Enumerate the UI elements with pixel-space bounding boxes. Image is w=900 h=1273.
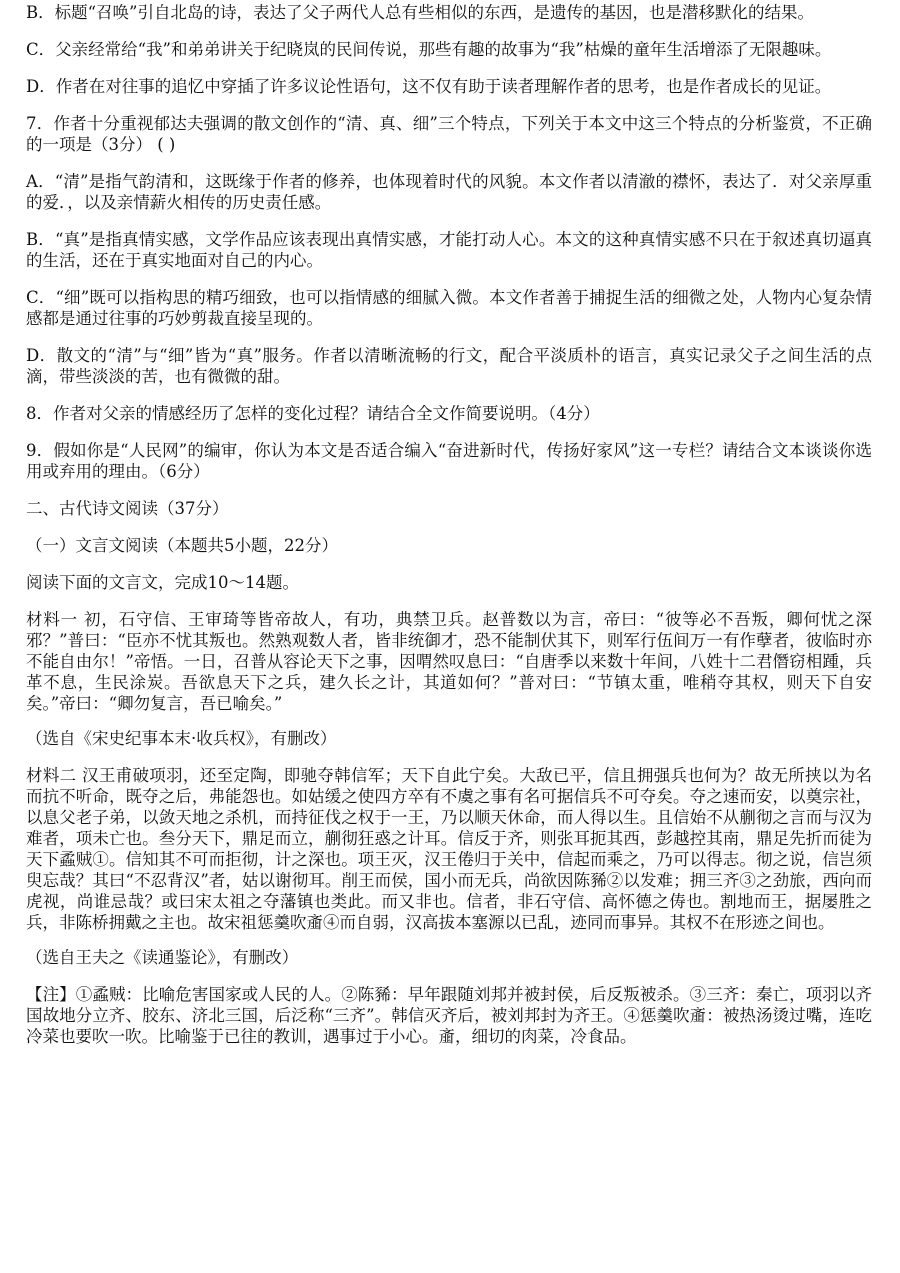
option-7a: A．“清”是指气韵清和，这既缘于作者的修养，也体现着时代的风貌。本文作者以清澈的襟怀，表达了．对父亲厚重的爱．，以及亲情薪火相传的历史责任感。 — [26, 172, 872, 212]
option-6c: C．父亲经常给“我”和弟弟讲关于纪晓岚的民间传说，那些有趣的故事为“我”枯燥的童年生活增添了无限趣味。 — [26, 40, 832, 59]
subsection-heading-wenyanwen: （一）文言文阅读（本题共5小题，22分） — [26, 536, 338, 555]
section-heading-classical: 二、古代诗文阅读（37分） — [26, 499, 229, 518]
reading-instruction: 阅读下面的文言文，完成10～14题。 — [26, 573, 299, 592]
material-two-source: （选自王夫之《读通鉴论》，有删改） — [26, 948, 299, 967]
material-one: 材料一 初，石守信、王审琦等皆帝故人，有功，典禁卫兵。赵普数以为言，帝曰：“彼等必不吾叛，卿何忧之深邪？”普曰：“臣亦不忧其叛也。然熟观数人者，皆非统御才，恐不能制伏其下，则军行伍间万一有作孽者，彼临时亦不能自由尔！”帝悟。一日，召普从容论天下之事，因喟然叹息曰：“自唐季以来数十年间，八姓十二君僭窃相踵，兵革不息，生民涂炭。吾欲息天下之兵，建久长之计，其道如何？”普对曰：“节镇太重，唯稍夺其权，则天下自安矣。”帝曰：“卿勿复言，吾已喻矣。” — [26, 610, 872, 713]
annotations: 【注】①蟊贼：比喻危害国家或人民的人。②陈豨：早年跟随刘邦并被封侯，后反叛被杀。③三齐：秦亡，项羽以齐国故地分立齐、胶东、济北三国，后泛称“三齐”。韩信灭齐后，被刘邦封为齐王。④惩羹吹齑：被热汤烫过嘴，连吃冷菜也要吹一吹。比喻鉴于已往的教训，遇事过于小心。齑，细切的肉菜，冷食品。 — [26, 985, 872, 1046]
question-8: 8．作者对父亲的情感经历了怎样的变化过程？请结合全文作简要说明。（4分） — [26, 404, 600, 423]
question-7: 7．作者十分重视郁达夫强调的散文创作的“清、真、细”三个特点，下列关于本文中这三个特点的分析鉴赏，不正确的一项是（3分） ( ) — [26, 114, 872, 154]
option-7d: D．散文的“清”与“细”皆为“真”服务。作者以清晰流畅的行文，配合平淡质朴的语言，真实记录父子之间生活的点滴，带些淡淡的苦，也有微微的甜。 — [26, 346, 872, 386]
option-7c: C．“细”既可以指构思的精巧细致，也可以指情感的细腻入微。本文作者善于捕捉生活的细微之处，人物内心复杂情感都是通过往事的巧妙剪裁直接呈现的。 — [26, 288, 872, 328]
option-6b: B．标题“召唤”引自北岛的诗，表达了父子两代人总有些相似的东西，是遗传的基因，也是潜移默化的结果。 — [26, 3, 814, 22]
question-9: 9．假如你是“人民网”的编审，你认为本文是否适合编入“奋进新时代，传扬好家风”这一专栏？请结合文本谈谈你选用或弃用的理由。（6分） — [26, 441, 872, 481]
material-two: 材料二 汉王甫破项羽，还至定陶，即驰夺韩信军；天下自此宁矣。大敌已平，信且拥强兵也何为？故无所挟以为名而抗不听命，既夺之后，弗能怨也。如姑缓之使四方卒有不虞之事有名可据信兵不可夺矣。夺之速而安，以奠宗社，以息父老子弟，以敛天地之杀机，而持征伐之权于一王，乃以顺天休命，而人得以生。且信始不从蒯彻之言而与汉为难者，项未亡也。叁分天下，鼎足而立，蒯彻狂惑之计耳。信反于齐，则张耳扼其西，彭越控其南，鼎足先折而徒为天下蟊贼①。信知其不可而拒彻，计之深也。项王灭，汉王倦归于关中，信起而乘之，乃可以得志。彻之说，信岂须臾忘哉？其曰“不忍背汉”者，姑以谢彻耳。削王而侯，国小而无兵，尚欲因陈豨②以发难；拥三齐③之劲旅，西向而虎视，尚谁忌哉？或曰宋太祖之夺藩镇也类此。而又非也。信者，非石守信、高怀德之俦也。割地而王，据屡胜之兵，非陈桥拥戴之主也。故宋祖惩羹吹齑④而自弱，汉高拔本塞源以已乱，迹同而事异。其权不在形迹之间也。 — [26, 766, 872, 932]
option-7b: B．“真”是指真情实感，文学作品应该表现出真情实感，才能打动人心。本文的这种真情实感不只在于叙述真切逼真的生活，还在于真实地面对自己的内心。 — [26, 230, 872, 270]
material-one-source: （选自《宋史纪事本末·收兵权》，有删改） — [26, 729, 337, 748]
option-6d: D．作者在对往事的追忆中穿插了许多议论性语句，这不仅有助于读者理解作者的思考，也是作者成长的见证。 — [26, 77, 832, 96]
